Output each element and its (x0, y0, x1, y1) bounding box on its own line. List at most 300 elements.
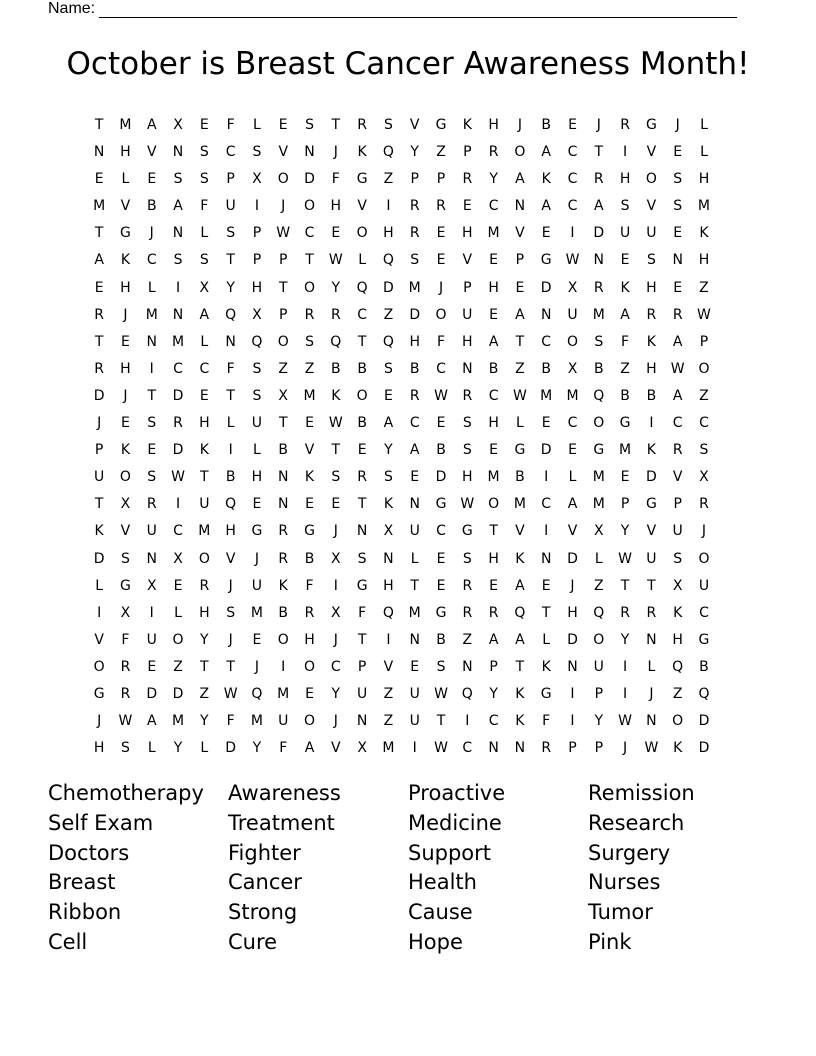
grid-letter: M (592, 469, 605, 486)
grid-letter: Z (462, 631, 473, 648)
grid-letter: V (94, 631, 104, 648)
grid-letter: N (462, 360, 473, 377)
grid-letter: G (645, 496, 657, 513)
grid-letter: E (121, 415, 130, 432)
grid-letter: X (252, 171, 262, 188)
grid-letter: F (121, 631, 130, 648)
grid-letter: T (357, 631, 367, 648)
grid-letter: K (673, 740, 683, 757)
grid-letter: J (254, 658, 259, 675)
grid-letter: B (436, 631, 446, 648)
grid-letter: S (383, 117, 393, 133)
grid-letter: R (620, 117, 630, 133)
grid-letter: S (199, 252, 209, 269)
grid-letter: C (357, 306, 367, 323)
word-bank-item: Awareness (228, 781, 341, 805)
grid-letter: O (645, 171, 657, 188)
grid-letter: C (488, 713, 499, 730)
grid-letter: S (199, 171, 209, 188)
grid-letter: W (223, 685, 238, 702)
grid-letter: L (358, 252, 367, 269)
grid-letter: P (436, 171, 446, 188)
grid-letter: G (698, 631, 710, 648)
name-field (48, 0, 737, 18)
grid-letter: P (594, 740, 604, 757)
grid-letter: I (623, 685, 628, 702)
grid-letter: A (409, 442, 420, 459)
grid-letter: A (515, 631, 525, 648)
grid-letter: I (623, 658, 628, 675)
grid-letter: K (515, 713, 525, 730)
grid-letter: U (409, 713, 420, 730)
grid-letter: D (146, 685, 158, 702)
grid-row (86, 466, 717, 493)
grid-letter: Z (383, 713, 394, 730)
grid-letter: G (540, 252, 552, 269)
grid-letter: J (438, 279, 444, 296)
grid-letter: C (699, 415, 709, 432)
grid-letter: I (544, 523, 549, 540)
grid-letter: U (646, 225, 657, 242)
grid-letter: D (383, 279, 394, 296)
grid-letter: N (277, 469, 289, 486)
grid-letter: Y (489, 685, 498, 702)
grid-letter: D (225, 740, 237, 757)
grid-letter: A (173, 198, 183, 215)
grid-letter: F (331, 171, 340, 188)
grid-letter: C (436, 360, 446, 377)
grid-letter: Q (514, 604, 526, 621)
grid-letter: Y (489, 171, 498, 188)
grid-letter: O (304, 713, 316, 730)
grid-letter: H (383, 577, 394, 594)
grid-letter: E (199, 387, 209, 404)
grid-letter: R (94, 306, 105, 323)
grid-letter: E (620, 469, 630, 486)
grid-letter: N (304, 144, 315, 161)
grid-letter: H (488, 279, 499, 296)
grid-letter: H (672, 631, 683, 648)
grid-letter: O (304, 198, 316, 215)
grid-letter: I (333, 577, 338, 594)
grid-letter: F (200, 198, 209, 215)
grid-letter: F (226, 360, 235, 377)
grid-letter: B (541, 360, 551, 377)
grid-letter: K (541, 171, 551, 188)
grid-letter: N (646, 631, 657, 648)
grid-letter: G (435, 117, 447, 133)
grid-letter: U (672, 523, 683, 540)
grid-letter: U (462, 306, 473, 323)
grid-letter: A (620, 306, 630, 323)
grid-letter: N (514, 198, 526, 215)
grid-letter: E (147, 171, 157, 188)
grid-letter: N (409, 631, 420, 648)
grid-letter: Z (699, 279, 709, 296)
grid-letter: G (356, 171, 368, 188)
word-bank-item: Treatment (228, 810, 335, 835)
grid-letter: X (331, 550, 341, 567)
grid-letter: S (226, 225, 236, 242)
word-bank-item: Support (408, 840, 492, 865)
grid-letter: K (541, 658, 551, 675)
grid-letter: E (278, 117, 288, 133)
grid-letter: B (331, 360, 341, 377)
grid-letter: Z (383, 306, 394, 323)
grid-row (86, 249, 717, 276)
grid-letter: L (542, 631, 551, 648)
grid-letter: T (410, 577, 419, 594)
grid-letter: R (462, 604, 473, 621)
grid-letter: I (465, 713, 470, 730)
grid-letter: H (462, 469, 473, 486)
grid-letter: T (331, 442, 341, 459)
grid-letter: M (487, 225, 500, 242)
grid-letter: W (460, 496, 475, 513)
grid-letter: G (304, 523, 315, 540)
grid-letter: R (278, 523, 289, 540)
grid-letter: S (121, 550, 130, 567)
word-bank-item: Cell (48, 929, 88, 954)
grid-letter: B (515, 469, 525, 486)
grid-letter: M (697, 198, 711, 215)
grid-row (86, 439, 717, 466)
grid-letter: C (567, 415, 578, 432)
grid-letter: D (540, 279, 552, 296)
grid-letter: W (434, 387, 448, 404)
grid-letter: N (172, 306, 184, 323)
grid-letter: E (436, 550, 446, 567)
grid-letter: H (225, 523, 236, 540)
grid-letter: E (357, 442, 367, 459)
grid-letter: R (304, 306, 315, 323)
grid-letter: C (541, 496, 552, 513)
grid-letter: A (146, 713, 157, 730)
grid-row (86, 710, 717, 737)
grid-letter: Z (383, 171, 394, 188)
grid-letter: R (330, 306, 341, 323)
grid-letter: O (593, 631, 605, 648)
grid-letter: O (593, 415, 605, 432)
grid-letter: N (146, 333, 157, 350)
grid-letter: C (541, 333, 552, 350)
grid-letter: E (436, 225, 446, 242)
word-bank-item: Health (408, 870, 477, 895)
grid-letter: K (646, 442, 656, 459)
grid-letter: S (226, 604, 236, 621)
grid-letter: I (649, 415, 654, 432)
grid-letter: P (279, 252, 288, 269)
grid-letter: M (592, 496, 605, 513)
grid-letter: C (330, 658, 341, 675)
grid-letter: Y (200, 631, 209, 648)
grid-letter: O (672, 713, 684, 730)
word-bank-item: Remission (588, 781, 695, 805)
grid-row (86, 331, 717, 358)
grid-letter: M (513, 496, 526, 513)
grid-letter: S (383, 469, 393, 486)
grid-letter: V (225, 550, 236, 567)
grid-letter: C (488, 198, 499, 215)
grid-letter: R (488, 144, 499, 161)
grid-letter: J (649, 685, 654, 702)
word-bank-item: Hope (408, 929, 463, 954)
grid-letter: J (596, 117, 601, 133)
grid-letter: U (619, 225, 631, 242)
grid-letter: L (200, 225, 209, 242)
grid-row (86, 277, 717, 304)
grid-letter: S (305, 117, 314, 133)
grid-letter: L (253, 117, 261, 133)
grid-letter: P (699, 333, 709, 350)
grid-letter: Q (593, 387, 605, 404)
grid-letter: L (200, 333, 209, 350)
grid-letter: H (199, 604, 210, 621)
word-bank-item: Self Exam (48, 810, 154, 835)
grid-letter: I (386, 198, 391, 215)
grid-letter: E (94, 279, 104, 296)
grid-letter: U (94, 469, 105, 486)
page-title: October is Breast Cancer Awareness Month! (66, 46, 750, 82)
grid-letter: J (623, 740, 628, 757)
grid-letter: B (541, 117, 551, 133)
grid-letter: Q (698, 685, 710, 702)
grid-letter: T (594, 144, 604, 161)
grid-letter: R (593, 279, 604, 296)
grid-letter: M (619, 442, 632, 459)
grid-letter: H (251, 279, 263, 296)
grid-letter: H (698, 252, 710, 269)
grid-letter: Q (251, 333, 263, 350)
grid-letter: H (462, 225, 473, 242)
grid-letter: R (409, 198, 420, 215)
grid-row (86, 520, 717, 547)
grid-letter: I (386, 631, 391, 648)
grid-letter: U (251, 577, 263, 594)
grid-letter: L (253, 442, 261, 459)
grid-letter: E (673, 279, 683, 296)
grid-letter: C (567, 198, 578, 215)
grid-letter: S (147, 415, 157, 432)
grid-letter: T (94, 333, 104, 350)
grid-letter: S (673, 550, 683, 567)
grid-letter: U (593, 658, 604, 675)
grid-letter: K (515, 550, 525, 567)
grid-letter: M (250, 604, 263, 621)
grid-letter: M (303, 387, 316, 404)
grid-letter: X (331, 604, 341, 621)
grid-letter: Z (620, 360, 630, 377)
grid-letter: T (278, 415, 288, 432)
grid-letter: E (305, 685, 314, 702)
word-bank-item: Cancer (228, 870, 302, 895)
grid-letter: B (278, 442, 289, 459)
grid-letter: X (173, 117, 183, 133)
grid-letter: A (515, 577, 525, 594)
grid-letter: A (541, 144, 551, 161)
grid-letter: L (700, 117, 708, 133)
grid-letter: K (120, 442, 131, 459)
grid-letter: K (462, 117, 472, 133)
grid-letter: C (567, 171, 578, 188)
grid-letter: L (700, 144, 708, 161)
grid-letter: M (93, 198, 106, 215)
grid-letter: A (488, 631, 499, 648)
grid-letter: Q (356, 279, 368, 296)
grid-letter: R (646, 604, 657, 621)
grid-letter: R (304, 604, 315, 621)
grid-letter: A (304, 740, 315, 757)
grid-letter: X (383, 523, 394, 540)
grid-letter: E (541, 415, 551, 432)
grid-letter: O (277, 333, 289, 350)
grid-letter: X (252, 306, 262, 323)
grid-letter: X (699, 469, 709, 486)
grid-row (86, 195, 717, 222)
grid-letter: H (619, 171, 631, 188)
grid-letter: E (305, 415, 314, 432)
word-bank-item: Surgery (588, 840, 671, 865)
grid-letter: E (489, 442, 499, 459)
grid-letter: G (645, 117, 657, 133)
word-bank-item: Nurses (588, 870, 661, 895)
grid-letter: Z (278, 360, 289, 377)
grid-letter: G (540, 685, 552, 702)
grid-letter: N (356, 713, 368, 730)
grid-letter: T (278, 279, 288, 296)
grid-letter: M (119, 117, 132, 133)
grid-letter: J (675, 117, 680, 133)
grid-letter: D (540, 442, 552, 459)
grid-letter: T (226, 387, 235, 404)
grid-letter: J (281, 198, 286, 215)
grid-letter: P (594, 685, 604, 702)
grid-letter: V (146, 144, 157, 161)
grid-letter: T (94, 225, 104, 242)
grid-letter: H (698, 171, 710, 188)
grid-letter: S (620, 198, 630, 215)
grid-letter: Q (251, 685, 263, 702)
grid-letter: B (699, 658, 709, 675)
grid-letter: T (94, 117, 104, 133)
grid-letter: L (647, 658, 656, 675)
grid-letter: S (147, 469, 157, 486)
grid-letter: H (120, 144, 131, 161)
grid-letter: T (515, 333, 525, 350)
grid-letter: V (278, 144, 289, 161)
grid-letter: E (489, 252, 499, 269)
grid-letter: O (198, 550, 210, 567)
grid-letter: M (277, 685, 290, 702)
grid-letter: I (281, 658, 286, 675)
grid-letter: S (462, 550, 472, 567)
grid-letter: W (328, 252, 343, 269)
grid-letter: I (623, 144, 628, 161)
grid-letter: O (488, 496, 500, 513)
grid-letter: I (175, 279, 181, 296)
grid-letter: G (93, 685, 105, 702)
grid-letter: S (436, 658, 446, 675)
grid-letter: G (593, 442, 605, 459)
grid-letter: E (305, 496, 314, 513)
grid-letter: P (252, 252, 262, 269)
grid-letter: U (409, 685, 420, 702)
grid-letter: R (357, 117, 367, 133)
grid-letter: I (149, 604, 154, 621)
grid-letter: H (409, 333, 420, 350)
grid-row (86, 141, 717, 168)
grid-letter: L (174, 604, 182, 621)
grid-letter: P (515, 252, 525, 269)
word-bank-item: Cause (408, 900, 473, 925)
grid-letter: A (672, 333, 683, 350)
grid-letter: E (568, 442, 577, 459)
grid-letter: T (94, 496, 104, 513)
grid-letter: R (120, 658, 131, 675)
grid-letter: T (620, 577, 630, 594)
grid-letter: Y (594, 713, 604, 730)
grid-letter: D (172, 685, 184, 702)
grid-letter: A (199, 306, 210, 323)
grid-row (86, 222, 717, 249)
grid-letter: Z (699, 387, 709, 404)
grid-letter: U (251, 415, 263, 432)
grid-letter: O (93, 658, 105, 675)
grid-letter: C (146, 252, 157, 269)
grid-letter: R (146, 496, 157, 513)
grid-letter: P (463, 279, 472, 296)
grid-letter: U (409, 523, 420, 540)
grid-letter: K (383, 496, 393, 513)
grid-letter: U (146, 523, 157, 540)
grid-letter: X (146, 577, 157, 594)
grid-letter: E (541, 225, 551, 242)
letter-grid (86, 114, 717, 764)
grid-letter: N (225, 333, 236, 350)
grid-letter: Q (382, 144, 394, 161)
grid-letter: K (357, 144, 367, 161)
grid-letter: I (228, 442, 233, 459)
grid-letter: G (251, 523, 263, 540)
grid-row (86, 168, 717, 195)
grid-letter: O (304, 279, 316, 296)
grid-letter: P (410, 171, 419, 188)
grid-letter: J (333, 523, 338, 540)
grid-letter: J (97, 415, 102, 432)
word-bank-item: Fighter (228, 840, 301, 865)
grid-letter: B (488, 360, 499, 377)
grid-letter: C (173, 360, 183, 377)
grid-letter: S (252, 144, 262, 161)
grid-letter: E (410, 658, 420, 675)
grid-letter: Y (620, 631, 630, 648)
grid-letter: G (619, 415, 631, 432)
grid-letter: A (567, 496, 578, 513)
grid-letter: C (436, 523, 446, 540)
grid-letter: C (225, 144, 236, 161)
grid-letter: H (383, 225, 394, 242)
grid-letter: T (357, 333, 367, 350)
grid-letter: R (672, 306, 683, 323)
grid-letter: E (489, 306, 499, 323)
grid-letter: S (646, 252, 656, 269)
grid-letter: S (357, 550, 367, 567)
grid-letter: K (620, 279, 630, 296)
grid-letter: X (120, 604, 131, 621)
grid-letter: P (357, 658, 367, 675)
grid-letter: M (382, 740, 395, 757)
grid-letter: O (698, 360, 710, 377)
